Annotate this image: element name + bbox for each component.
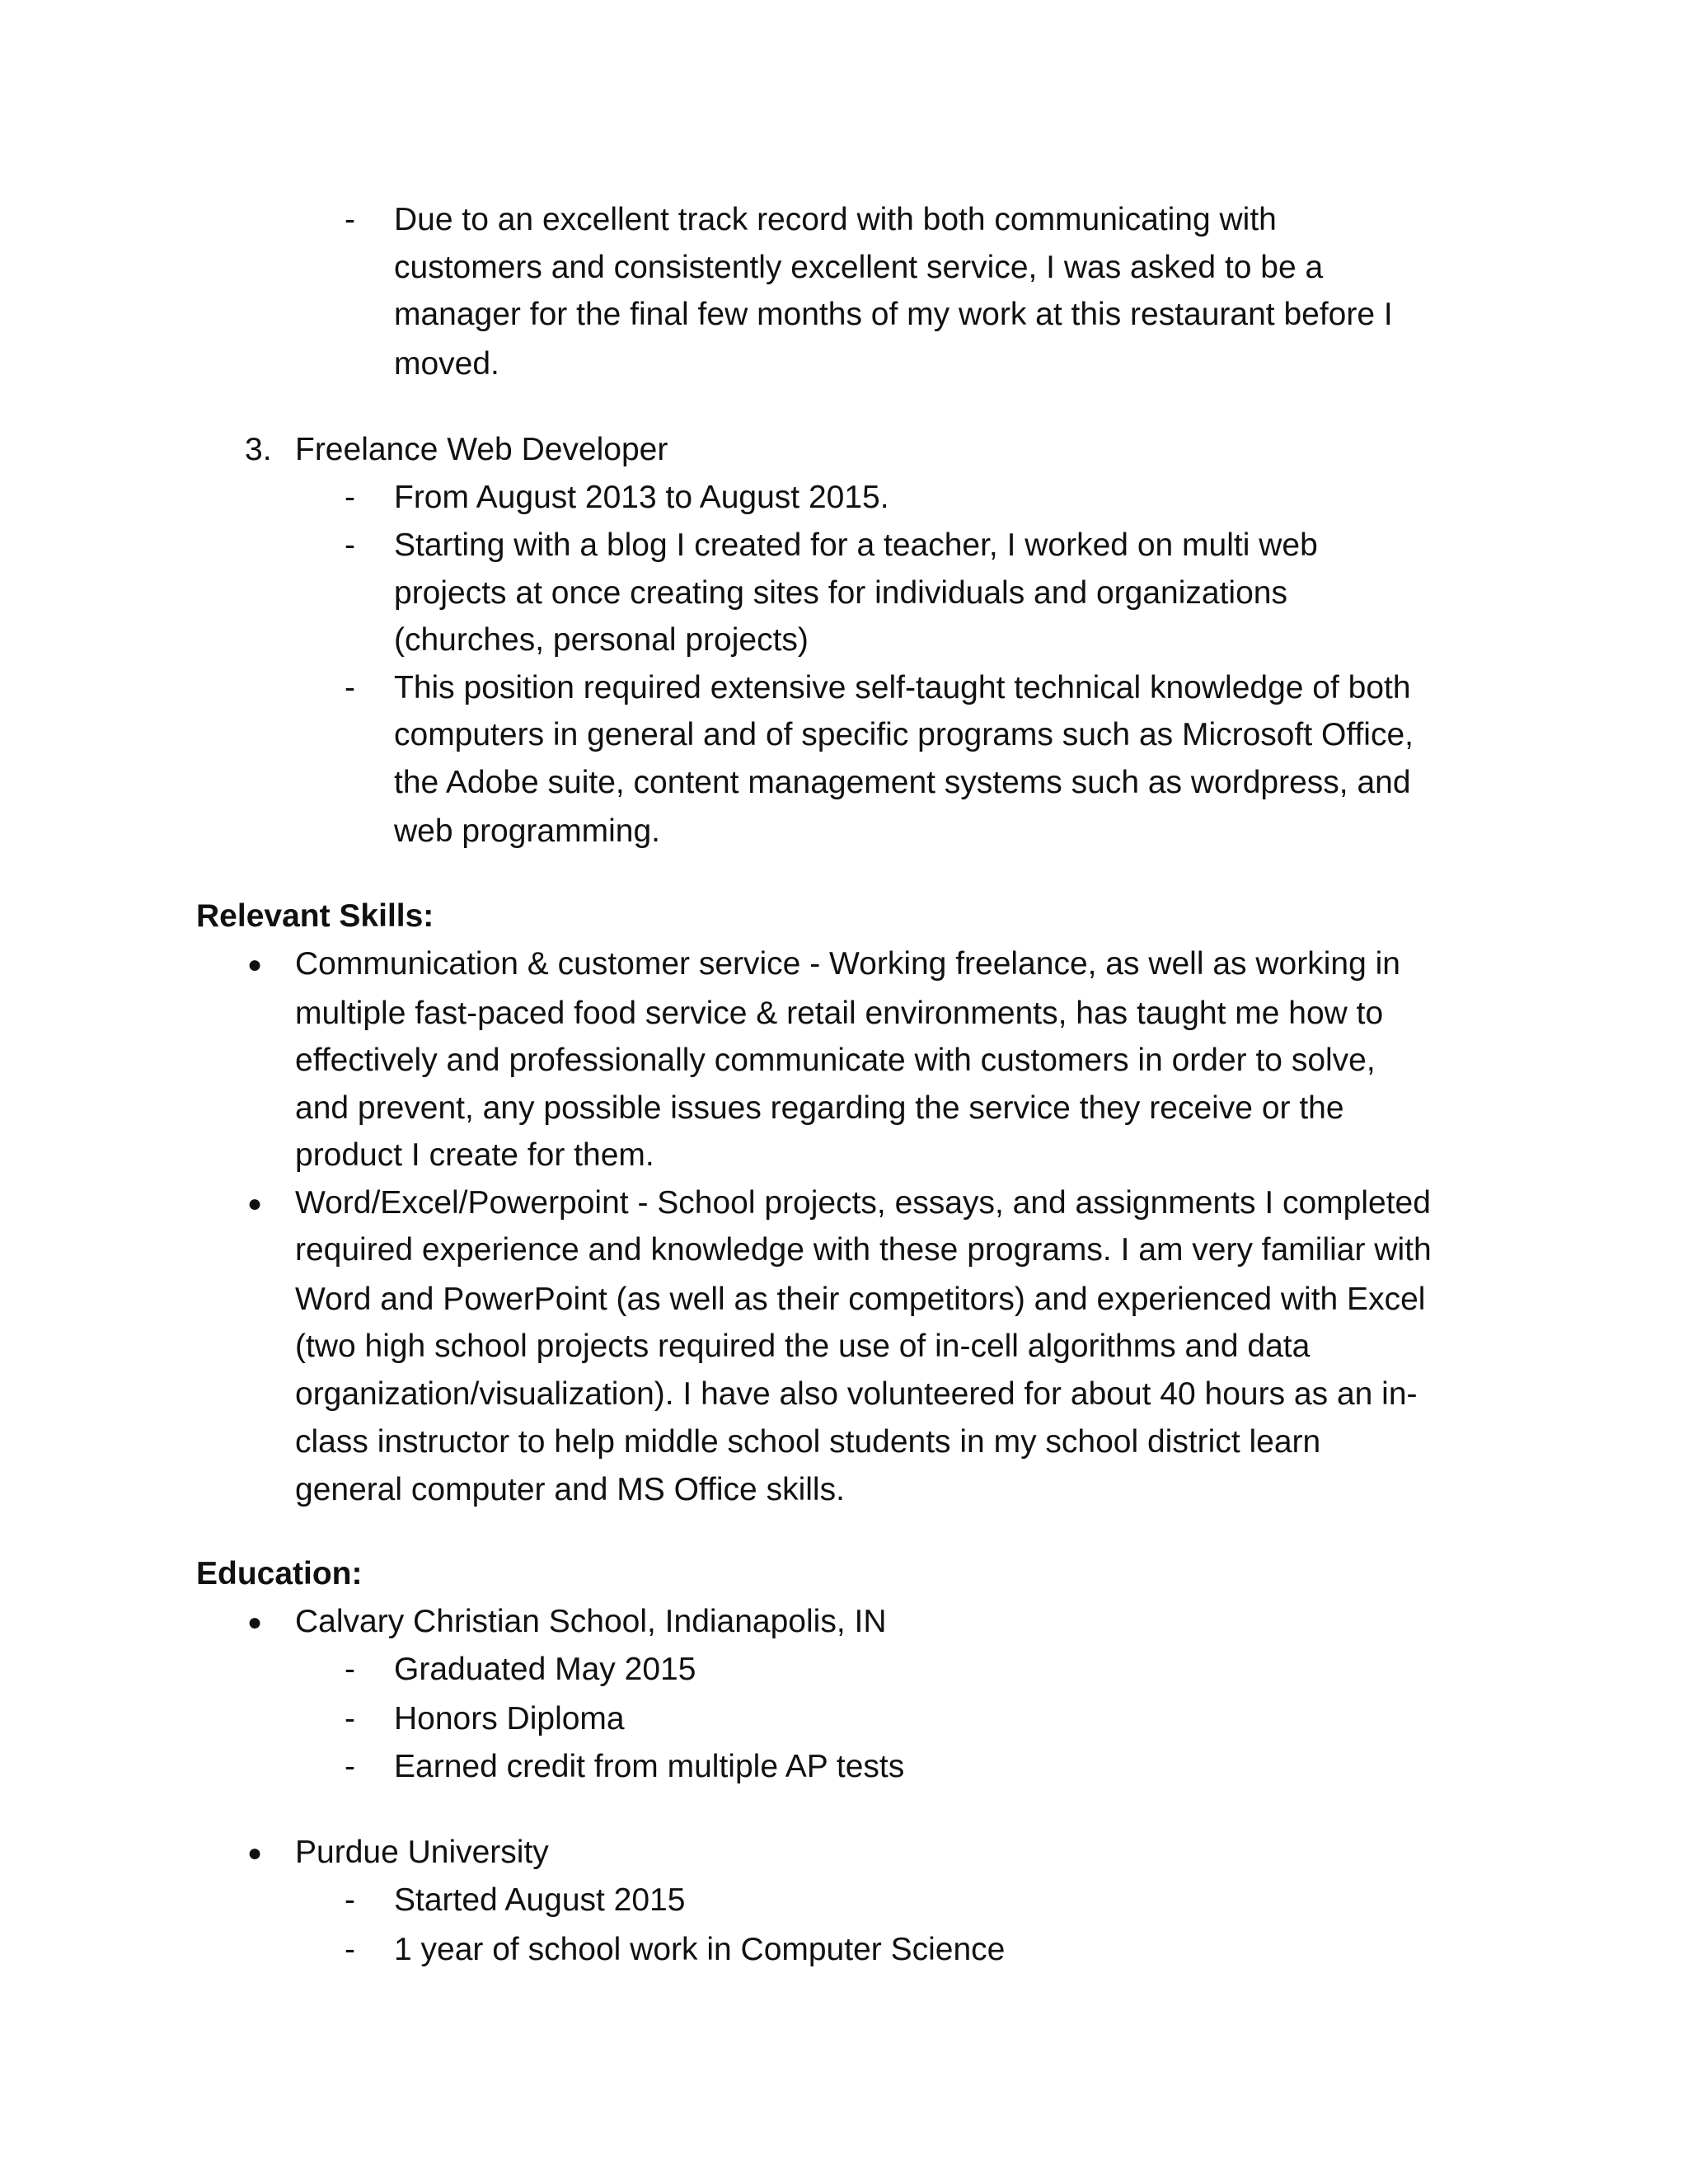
skill-line: effectively and professionally communicate with customers in order to solve, <box>295 1043 1376 1078</box>
skill-line: product I create for them. <box>295 1137 654 1173</box>
dash-marker: - <box>345 1932 355 1967</box>
bullet-marker: ● <box>247 1609 263 1636</box>
skill-line: multiple fast-paced food service & retail environments, has taught me how to <box>295 996 1384 1031</box>
skill-line: organization/visualization). I have also volunteered for about 40 hours as an in- <box>295 1376 1418 1412</box>
school-detail: Earned credit from multiple AP tests <box>394 1749 905 1784</box>
job-detail-line: web programming. <box>394 813 660 849</box>
school-detail: Honors Diploma <box>394 1701 625 1736</box>
school-name: Purdue University <box>295 1835 549 1870</box>
school-detail: 1 year of school work in Computer Science <box>394 1932 1006 1967</box>
dash-marker: - <box>345 670 355 705</box>
job-title: Freelance Web Developer <box>295 432 668 467</box>
school-name: Calvary Christian School, Indianapolis, IN <box>295 1604 887 1639</box>
job-detail-line: projects at once creating sites for individuals and organizations <box>394 575 1287 611</box>
dash-marker: - <box>345 527 355 563</box>
skill-line: Word and PowerPoint (as well as their competitors) and experienced with Excel <box>295 1282 1426 1317</box>
bullet-marker: ● <box>247 951 263 978</box>
dash-marker: - <box>345 480 355 515</box>
bullet-marker: ● <box>247 1190 263 1217</box>
job-detail-line: computers in general and of specific programs such as Microsoft Office, <box>394 717 1414 752</box>
job-detail-line: (churches, personal projects) <box>394 622 809 658</box>
dash-marker: - <box>345 202 355 237</box>
job-detail-line: This position required extensive self-taught technical knowledge of both <box>394 670 1411 705</box>
skill-line: Communication & customer service - Working freelance, as well as working in <box>295 946 1400 982</box>
school-detail: Graduated May 2015 <box>394 1652 696 1687</box>
section-heading-education: Education: <box>196 1556 363 1591</box>
job-detail-line: the Adobe suite, content management systems such as wordpress, and <box>394 765 1411 800</box>
intro-line: manager for the final few months of my work at this restaurant before I <box>394 297 1393 332</box>
section-heading-skills: Relevant Skills: <box>196 898 434 934</box>
job-detail-line: Starting with a blog I created for a teacher, I worked on multi web <box>394 527 1318 563</box>
intro-line: Due to an excellent track record with both communicating with <box>394 202 1277 237</box>
skill-line: required experience and knowledge with these programs. I am very familiar with <box>295 1232 1432 1268</box>
bullet-marker: ● <box>247 1840 263 1867</box>
skill-line: and prevent, any possible issues regarding the service they receive or the <box>295 1090 1344 1126</box>
job-detail-line: From August 2013 to August 2015. <box>394 480 889 515</box>
intro-line: moved. <box>394 346 499 382</box>
skill-line: Word/Excel/Powerpoint - School projects, essays, and assignments I completed <box>295 1185 1431 1221</box>
dash-marker: - <box>345 1749 355 1784</box>
dash-marker: - <box>345 1652 355 1687</box>
job-number: 3. <box>245 432 272 467</box>
intro-line: customers and consistently excellent service, I was asked to be a <box>394 250 1324 285</box>
skill-line: (two high school projects required the use of in-cell algorithms and data <box>295 1329 1311 1364</box>
dash-marker: - <box>345 1882 355 1918</box>
dash-marker: - <box>345 1701 355 1736</box>
skill-line: class instructor to help middle school students in my school district learn <box>295 1424 1321 1460</box>
skill-line: general computer and MS Office skills. <box>295 1472 845 1507</box>
school-detail: Started August 2015 <box>394 1882 686 1918</box>
